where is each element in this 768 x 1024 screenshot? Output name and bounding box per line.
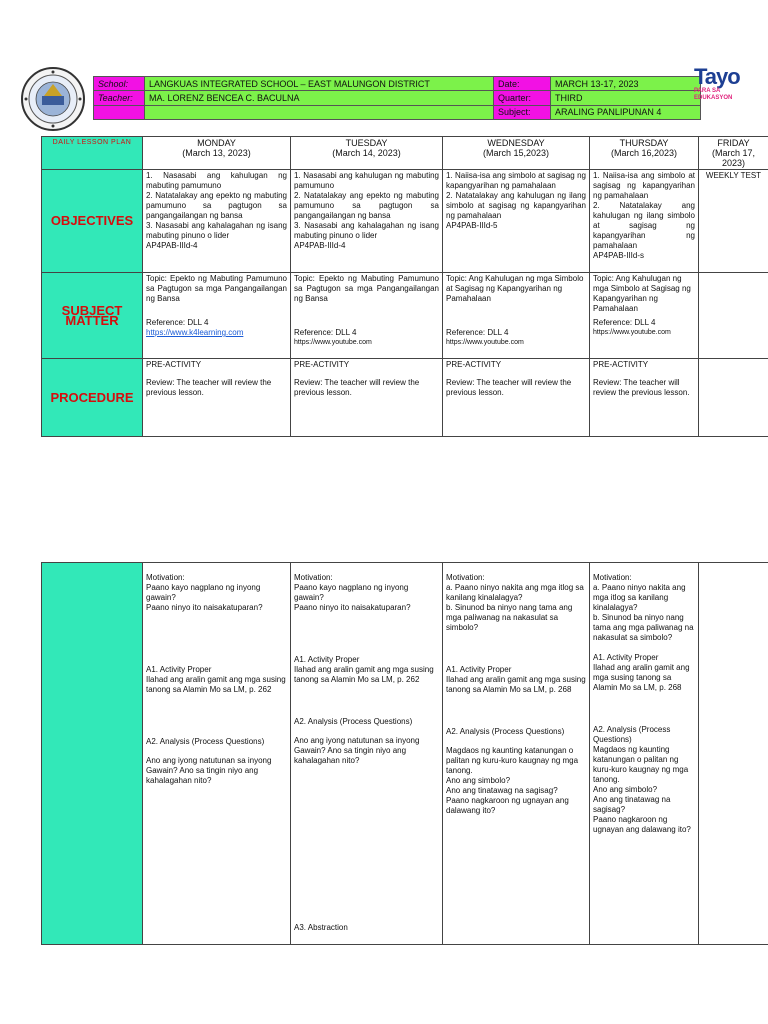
pre-activity-label: PRE-ACTIVITY <box>294 360 350 369</box>
reference-text: Reference: DLL 4 <box>446 328 509 337</box>
motivation-label: Motivation: <box>446 573 485 582</box>
activity-proper-text: Ilahad ang aralin gamit ang mga susing tanong sa Alamin Mo sa LM, p. 268 <box>446 675 586 694</box>
procedure-details-thursday <box>590 563 699 945</box>
analysis-question: Magdaos ng kaunting katanungan o palitan ng kuru-kuro kaugnay ng mga tanong. <box>593 745 689 784</box>
teacher-label: Teacher: <box>94 91 145 105</box>
blank-label <box>94 105 145 119</box>
subject-matter-friday <box>699 273 768 359</box>
day-header-wednesday <box>443 137 590 170</box>
analysis-question: Ano ang simbolo? <box>446 776 511 785</box>
teacher-name: MA. LORENZ BENCEA C. BACULNA <box>145 91 494 105</box>
analysis-question: Paano nagkaroon ng ugnayan ang dalawang ito? <box>593 815 691 834</box>
subject-value: ARALING PANLIPUNAN 4 <box>551 105 701 119</box>
tayo-logo-text: Tayo <box>694 64 740 89</box>
objective-line: 2. Natatalakay ang kahulugan ng ilang simbolo at sagisag ng kapangyarihan ng pamahalaan <box>593 201 695 250</box>
procedure-label: PROCEDURE <box>42 359 143 437</box>
objective-code: AP4PAB-IIId-s <box>593 251 644 260</box>
review-text: Review: The teacher will review the previous lesson. <box>294 378 420 397</box>
motivation-line: Paano kayo nagplano ng inyong gawain? <box>146 583 261 602</box>
pre-activity-label: PRE-ACTIVITY <box>146 360 202 369</box>
motivation-line: b. Sinunod ba ninyo nang tama ang mga paliwanag na nakasulat sa simbolo? <box>446 603 573 632</box>
reference-text: Reference: DLL 4 <box>146 318 209 327</box>
review-text: Review: The teacher will review the previous lesson. <box>446 378 572 397</box>
lesson-plan-table-1 <box>41 136 768 437</box>
objectives-tuesday <box>291 170 443 273</box>
analysis-label: A2. Analysis (Process Questions) <box>593 725 671 744</box>
motivation-line: a. Paano ninyo nakita ang mga itlog sa kanilang kinalalagya? <box>446 583 584 602</box>
objective-code: AP4PAB-IIId-4 <box>146 241 198 250</box>
analysis-label: A2. Analysis (Process Questions) <box>446 727 565 736</box>
review-text: Review: The teacher will review the previous lesson. <box>593 378 690 397</box>
objective-line: 3. Nasasabi ang kahalagahan ng isang mabuting pinuno o lider <box>294 221 439 240</box>
analysis-question: Ano ang simbolo? <box>593 785 658 794</box>
topic-text: Topic: Ang Kahulugan ng mga Simbolo at Sagisag ng Kapangyarihan ng Pamahalaan <box>593 274 691 313</box>
activity-proper-label: A1. Activity Proper <box>593 653 659 662</box>
procedure-details-tuesday <box>291 563 443 945</box>
reference-url: https://www.youtube.com <box>294 339 372 346</box>
tayo-logo-tagline: PARA SA EDUKASYON <box>694 88 733 101</box>
procedure-continued-label <box>42 563 143 945</box>
motivation-line: Paano ninyo ito naisakatuparan? <box>146 603 263 612</box>
tayo-logo <box>694 66 744 110</box>
analysis-label: A2. Analysis (Process Questions) <box>294 717 413 726</box>
school-seal-icon <box>20 66 86 132</box>
objective-line: 2. Natatalakay ang epekto ng mabuting pamumuno sa pagtugon sa pangangailangan ng bansa <box>146 191 287 220</box>
procedure-details-wednesday <box>443 563 590 945</box>
procedure-tuesday <box>291 359 443 437</box>
subject-label: Subject: <box>494 105 551 119</box>
day-header-monday <box>143 137 291 170</box>
day-date: (March 14, 2023) <box>332 148 401 158</box>
objective-code: AP4PAB-IIId-5 <box>446 221 498 230</box>
subject-matter-monday <box>143 273 291 359</box>
subject-matter-thursday <box>590 273 699 359</box>
analysis-question: Paano nagkaroon ng ugnayan ang dalawang ito? <box>446 796 569 815</box>
reference-url: https://www.youtube.com <box>446 339 524 346</box>
day-name: THURSDAY <box>619 138 669 148</box>
day-name: WEDNESDAY <box>487 138 545 148</box>
analysis-question: Ano ang iyong natutunan sa inyong Gawain? Ano sa tingin niyo ang kahalagahan nito? <box>146 756 272 785</box>
activity-proper-text: Ilahad ang aralin gamit ang mga susing tanong sa Alamin Mo sa LM, p. 262 <box>294 665 434 684</box>
objectives-friday: WEEKLY TEST <box>699 170 768 273</box>
quarter-value: THIRD <box>551 91 701 105</box>
day-header-thursday <box>590 137 699 170</box>
procedure-wednesday <box>443 359 590 437</box>
procedure-friday <box>699 359 768 437</box>
subject-matter-label: SUBJECT MATTER <box>42 273 143 359</box>
date-value: MARCH 13-17, 2023 <box>551 77 701 91</box>
motivation-line: a. Paano ninyo nakita ang mga itlog sa kanilang kinalalagya? <box>593 583 686 612</box>
school-name: LANGKUAS INTEGRATED SCHOOL – EAST MALUNGON DISTRICT <box>145 77 494 91</box>
activity-proper-label: A1. Activity Proper <box>294 655 360 664</box>
motivation-line: b. Sinunod ba ninyo nang tama ang mga paliwanag na nakasulat sa simbolo? <box>593 613 694 642</box>
day-name: FRIDAY <box>717 138 750 148</box>
analysis-question: Magdaos ng kaunting katanungan o palitan ng kuru-kuro kaugnay ng mga tanong. <box>446 746 579 775</box>
activity-proper-label: A1. Activity Proper <box>446 665 512 674</box>
reference-text: Reference: DLL 4 <box>294 328 357 337</box>
day-header-tuesday <box>291 137 443 170</box>
day-date: (March 16,2023) <box>610 148 678 158</box>
procedure-details-friday <box>699 563 768 945</box>
procedure-details-monday <box>143 563 291 945</box>
objectives-thursday <box>590 170 699 273</box>
topic-text: Topic: Epekto ng Mabuting Pamumuno sa Pagtugon sa mga Pangangailangan ng Bansa <box>294 274 439 303</box>
objective-line: 1. Nasasabi ang kahulugan ng mabuting pamumuno <box>294 171 439 190</box>
day-header-friday <box>699 137 768 170</box>
reference-url: https://www.youtube.com <box>593 329 671 336</box>
review-text: Review: The teacher will review the previous lesson. <box>146 378 272 397</box>
pre-activity-label: PRE-ACTIVITY <box>593 360 649 369</box>
activity-proper-text: Ilahad ang aralin gamit ang mga susing tanong sa Alamin Mo sa LM, p. 268 <box>593 663 690 692</box>
day-date: (March 13, 2023) <box>182 148 251 158</box>
daily-lesson-plan-label: DAILY LESSON PLAN <box>42 137 143 170</box>
school-label: School: <box>94 77 145 91</box>
objectives-monday <box>143 170 291 273</box>
lesson-plan-table-2 <box>41 562 768 945</box>
activity-proper-label: A1. Activity Proper <box>146 665 212 674</box>
reference-link[interactable]: https://www.k4learning.com <box>146 328 244 337</box>
topic-text: Topic: Ang Kahulugan ng mga Simbolo at Sagisag ng Kapangyarihan ng Pamahalaan <box>446 274 584 303</box>
header-info-table <box>93 76 701 120</box>
motivation-line: Paano ninyo ito naisakatuparan? <box>294 603 411 612</box>
motivation-label: Motivation: <box>294 573 333 582</box>
pre-activity-label: PRE-ACTIVITY <box>446 360 502 369</box>
motivation-label: Motivation: <box>146 573 185 582</box>
analysis-question: Ano ang iyong natutunan sa inyong Gawain? Ano sa tingin niyo ang kahalagahan nito? <box>294 736 420 765</box>
objective-line: 2. Natatalakay ang epekto ng mabuting pamumuno sa pagtugon sa pangangailangan ng bansa <box>294 191 439 220</box>
objective-line: 2. Natatalakay ang kahulugan ng ilang simbolo at sagisag ng kapangyarihan ng pamahalaan <box>446 191 586 220</box>
analysis-question: Ano ang tinatawag na sagisag? <box>446 786 558 795</box>
objectives-label: OBJECTIVES <box>42 170 143 273</box>
topic-text: Topic: Epekto ng Mabuting Pamumuno sa Pagtugon sa mga Pangangailangan ng Bansa <box>146 274 287 303</box>
day-name: MONDAY <box>197 138 236 148</box>
reference-text: Reference: DLL 4 <box>593 318 656 327</box>
quarter-label: Quarter: <box>494 91 551 105</box>
date-label: Date: <box>494 77 551 91</box>
subject-matter-tuesday <box>291 273 443 359</box>
abstraction-label: A3. Abstraction <box>294 923 348 932</box>
day-name: TUESDAY <box>345 138 388 148</box>
procedure-thursday <box>590 359 699 437</box>
day-date: (March 17, 2023) <box>711 148 755 168</box>
motivation-label: Motivation: <box>593 573 632 582</box>
day-date: (March 15,2023) <box>482 148 550 158</box>
analysis-label: A2. Analysis (Process Questions) <box>146 737 265 746</box>
subject-matter-wednesday <box>443 273 590 359</box>
objective-line: 1. Naiisa-isa ang simbolo at sagisag ng kapangyarihan ng pamahalaan <box>593 171 695 200</box>
objective-line: 1. Naiisa-isa ang simbolo at sagisag ng kapangyarihan ng pamahalaan <box>446 171 586 190</box>
procedure-monday <box>143 359 291 437</box>
analysis-question: Ano ang tinatawag na sagisag? <box>593 795 671 814</box>
objective-line: 3. Nasasabi ang kahalagahan ng isang mabuting pinuno o lider <box>146 221 287 240</box>
activity-proper-text: Ilahad ang aralin gamit ang mga susing tanong sa Alamin Mo sa LM, p. 262 <box>146 675 286 694</box>
objective-line: 1. Nasasabi ang kahulugan ng mabuting pamumuno <box>146 171 287 190</box>
objectives-wednesday <box>443 170 590 273</box>
objective-code: AP4PAB-IIId-4 <box>294 241 346 250</box>
blank-value <box>145 105 494 119</box>
motivation-line: Paano kayo nagplano ng inyong gawain? <box>294 583 409 602</box>
